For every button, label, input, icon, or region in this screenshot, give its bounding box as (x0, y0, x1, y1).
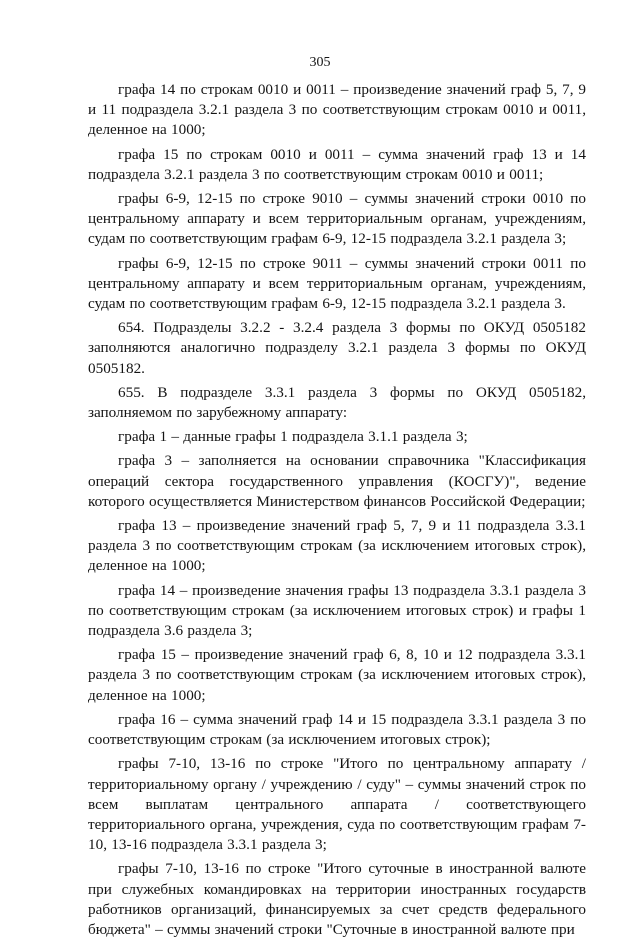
paragraph-row-9010: графы 6-9, 12-15 по строке 9010 – суммы значений строки 0010 по центральному аппарату и всем территориальным органам, учреждениям, судам по соответствующим графам 6-9, 12-15 подраздела 3.2.1 раздела 3; (88, 190, 586, 248)
paragraph-item-655: 655. В подразделе 3.3.1 раздела 3 формы по ОКУД 0505182, заполняемом по зарубежному аппарату: (88, 383, 586, 422)
paragraph-grafa-14: графа 14 по строкам 0010 и 0011 – произведение значений граф 5, 7, 9 и 11 подраздела 3.2.1 раздела 3 по соответствующим строкам 0010 и 0011, деленное на 1000; (88, 81, 586, 139)
page-number: 305 (309, 55, 331, 70)
paragraph-grafa-15: графа 15 по строкам 0010 и 0011 – сумма значений граф 13 и 14 подраздела 3.2.1 раздела 3 по соответствующим строкам 0010 и 0011; (88, 145, 586, 183)
paragraph-item-654: 654. Подразделы 3.2.2 - 3.2.4 раздела 3 формы по ОКУД 0505182 заполняются аналогично подразделу 3.2.1 раздела 3 формы по ОКУД 0505182. (88, 319, 586, 377)
document-body (88, 80, 586, 940)
paragraph-per-diem-row: графы 7-10, 13-16 по строке "Итого суточные в иностранной валюте при служебных командировках на территории иностранных государств работников организаций, финансируемых за счет средств федерального бюджета" – суммы значений строки "Суточные в иностранной валюте при (88, 860, 586, 938)
paragraph-grafa-1: графа 1 – данные графы 1 подраздела 3.1.1 раздела 3; (118, 428, 468, 446)
paragraph-row-9011: графы 6-9, 12-15 по строке 9011 – суммы значений строки 0011 по центральному аппарату и всем территориальным органам, учреждениям, судам по соответствующим графам 6-9, 12-15 подраздела 3.2.1 раздела 3. (88, 254, 586, 313)
paragraph-total-row: графы 7-10, 13-16 по строке "Итого по центральному аппарату / территориальному органу / учреждению / суду" – суммы значений строк по всем выплатам центрального аппарата / соответствующего территориального органа, учреждения, суда по соответствующим графам 7-10, 13-16 подраздела 3.3.1 раздела 3; (88, 755, 586, 854)
paragraph-grafa-14-foreign: графа 14 – произведение значения графы 13 подраздела 3.3.1 раздела 3 по соответствующим строкам (за исключением итоговых строк) и графы 1 подраздела 3.6 раздела 3; (88, 581, 586, 640)
paragraph-grafa-15-foreign: графа 15 – произведение значений граф 6, 8, 10 и 12 подраздела 3.3.1 раздела 3 по соответствующим строкам (за исключением итоговых строк), деленное на 1000; (88, 646, 586, 704)
paragraph-grafa-13: графа 13 – произведение значений граф 5, 7, 9 и 11 подраздела 3.3.1 раздела 3 по соответствующим строкам (за исключением итоговых строк), деленное на 1000; (88, 517, 586, 575)
paragraph-grafa-16: графа 16 – сумма значений граф 14 и 15 подраздела 3.3.1 раздела 3 по соответствующим строкам (за исключением итоговых строк); (88, 710, 586, 749)
paragraph-grafa-3: графа 3 – заполняется на основании справочника "Классификация операций сектора государственного управления (КОСГУ)", ведение которого осуществляется Министерством финансов Российской Федерации; (88, 452, 586, 510)
